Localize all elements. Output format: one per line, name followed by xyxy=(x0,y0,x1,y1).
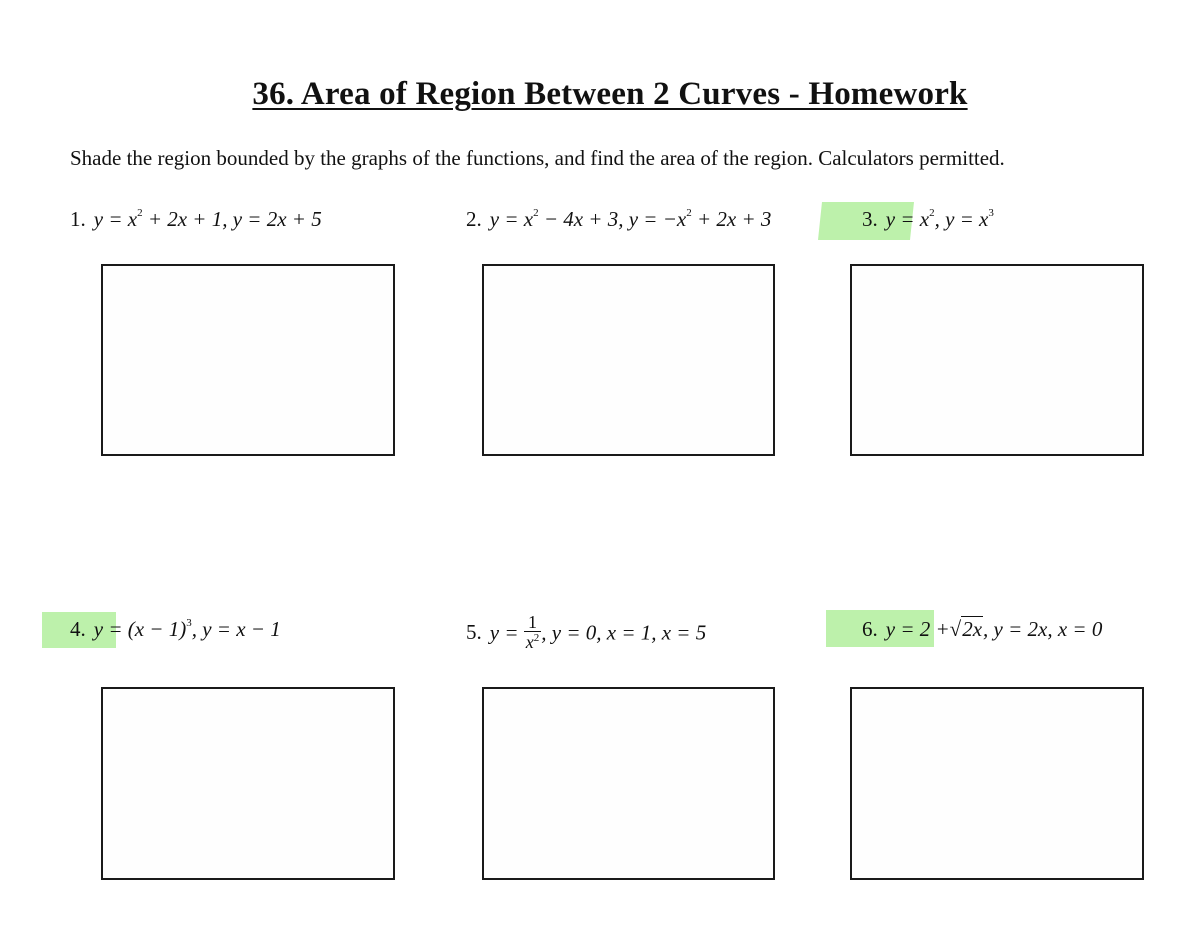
sqrt-symbol: √ xyxy=(949,617,962,641)
fraction-numerator: 1 xyxy=(528,612,537,632)
sqrt-argument: 2x xyxy=(962,617,983,641)
denominator-base: x xyxy=(525,632,534,652)
graph-box-6[interactable] xyxy=(850,687,1144,880)
fraction xyxy=(524,613,542,652)
equation-part: y = 2 + xyxy=(885,617,950,641)
equation-part: y = (x − 1) xyxy=(93,617,187,641)
worksheet-title: 36. Area of Region Between 2 Curves - Homework xyxy=(252,76,968,112)
problem-number: 4. xyxy=(70,617,86,641)
problem-3 xyxy=(862,205,994,233)
problem-1 xyxy=(70,205,322,233)
graph-box-3[interactable] xyxy=(850,264,1144,456)
equation-part: + 2x + 3 xyxy=(691,207,772,231)
graph-box-1[interactable] xyxy=(101,264,395,456)
problem-6 xyxy=(862,615,1102,643)
graph-box-5[interactable] xyxy=(482,687,775,880)
equation-part: , y = 0, x = 1, x = 5 xyxy=(541,620,707,645)
equation-part: − 4x + 3, y = −x xyxy=(538,207,687,231)
equation-part: y = x xyxy=(885,207,930,231)
equation-part: y = x xyxy=(489,207,534,231)
equation-part: y = x xyxy=(93,207,138,231)
instructions: Shade the region bounded by the graphs of the functions, and find the area of the region. Calculators permitted. xyxy=(70,146,1005,170)
problem-number: 5. xyxy=(466,620,482,645)
exponent: 3 xyxy=(988,207,994,219)
problem-number: 6. xyxy=(862,617,878,641)
equation-part: , y = x − 1 xyxy=(191,617,281,641)
equation-part: y = xyxy=(489,620,519,645)
equation-part: + 2x + 1, y = 2x + 5 xyxy=(142,207,322,231)
exponent: 2 xyxy=(686,207,692,219)
graph-box-2[interactable] xyxy=(482,264,775,456)
exponent: 2 xyxy=(533,632,540,644)
problem-4 xyxy=(70,615,281,643)
exponent: 2 xyxy=(929,207,935,219)
exponent: 2 xyxy=(137,207,143,219)
problem-number: 1. xyxy=(70,207,86,231)
problem-number: 3. xyxy=(862,207,878,231)
equation-part: , y = x xyxy=(934,207,989,231)
exponent: 3 xyxy=(186,617,192,629)
problem-2 xyxy=(466,205,771,233)
graph-box-4[interactable] xyxy=(101,687,395,880)
problem-number: 2. xyxy=(466,207,482,231)
equation-part: , y = 2x, x = 0 xyxy=(983,617,1103,641)
exponent: 2 xyxy=(533,207,539,219)
fraction-denominator xyxy=(524,631,542,652)
problem-5 xyxy=(466,612,707,652)
